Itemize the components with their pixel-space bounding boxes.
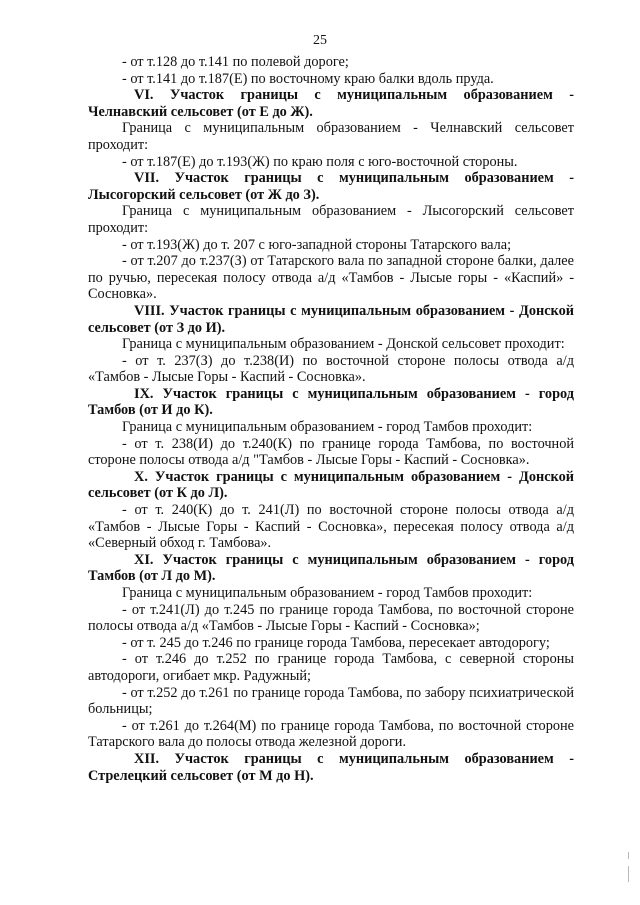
scan-edge-mark — [628, 866, 629, 882]
section-heading: VI. Участок границы с муниципальным образованием - Челнавский сельсовет (от Е до Ж). — [88, 87, 574, 120]
paragraph: - от т. 238(И) до т.240(К) по границе города Тамбова, по восточной стороне полосы отвода а/д "Тамбов - Лысые Горы - Каспий - Сосновка». — [88, 435, 574, 469]
paragraph: - от т. 245 до т.246 по границе города Тамбова, пересекает автодорогу; — [122, 634, 550, 651]
document-body — [88, 54, 574, 784]
paragraph: Граница с муниципальным образованием - Челнавский сельсовет проходит: — [88, 120, 574, 153]
section-heading: XII. Участок границы с муниципальным образованием - Стрелецкий сельсовет (от М до Н). — [88, 750, 574, 784]
paragraph: - от т.187(Е) до т.193(Ж) по краю поля с юго-восточной стороны. — [122, 153, 518, 170]
paragraph: - от т. 240(К) до т. 241(Л) по восточной стороне полосы отвода а/д «Тамбов - Лысые Горы - Каспий - Сосновка», пересекая полосу отвода а/д «Северный обход г. Тамбова». — [88, 502, 574, 552]
paragraph: - от т.261 до т.264(М) по границе города Тамбова, по восточной стороне Татарского вала до полосы отвода железной дороги. — [88, 717, 574, 751]
paragraph: - от т. 237(З) до т.238(И) по восточной стороне полосы отвода а/д «Тамбов - Лысые Горы - Каспий - Сосновка». — [88, 352, 574, 386]
paragraph: - от т.141 до т.187(Е) по восточному краю балки вдоль пруда. — [122, 70, 494, 87]
paragraph: Граница с муниципальным образованием - город Тамбов проходит: — [122, 419, 533, 436]
paragraph: - от т.252 до т.261 по границе города Тамбова, по забору психиатрической больницы; — [88, 684, 574, 718]
paragraph: Граница с муниципальным образованием - Лысогорский сельсовет проходит: — [88, 203, 574, 236]
section-heading: X. Участок границы с муниципальным образованием - Донской сельсовет (от К до Л). — [88, 468, 574, 502]
section-heading: VII. Участок границы с муниципальным образованием - Лысогорский сельсовет (от Ж до З). — [88, 170, 574, 203]
section-heading: IX. Участок границы с муниципальным образованием - город Тамбов (от И до К). — [88, 385, 574, 419]
scan-edge-mark — [628, 852, 629, 859]
paragraph: Граница с муниципальным образованием - город Тамбов проходит: — [122, 585, 533, 601]
paragraph: - от т.193(Ж) до т. 207 с юго-западной стороны Татарского вала; — [122, 236, 512, 253]
section-heading: VIII. Участок границы с муниципальным образованием - Донской сельсовет (от З до И). — [88, 302, 574, 336]
paragraph: Граница с муниципальным образованием - Донской сельсовет проходит: — [122, 336, 565, 353]
section-heading: XI. Участок границы с муниципальным образованием - город Тамбов (от Л до М). — [88, 551, 574, 585]
paragraph: - от т.128 до т.141 по полевой дороге; — [122, 54, 349, 70]
paragraph: - от т.246 до т.252 по границе города Тамбова, с северной стороны автодороги, огибает мкр. Радужный; — [88, 651, 574, 684]
page-number: 25 — [313, 33, 327, 48]
paragraph: - от т.207 до т.237(З) от Татарского вала по западной стороне балки, далее по ручью, пересекая полосу отвода а/д «Тамбов - Лысые горы - «Каспий» - Сосновка». — [88, 253, 574, 303]
paragraph: - от т.241(Л) до т.245 по границе города Тамбова, по восточной стороне полосы отвода а/д «Тамбов - Лысые Горы - Каспий - Сосновка»; — [88, 601, 574, 635]
